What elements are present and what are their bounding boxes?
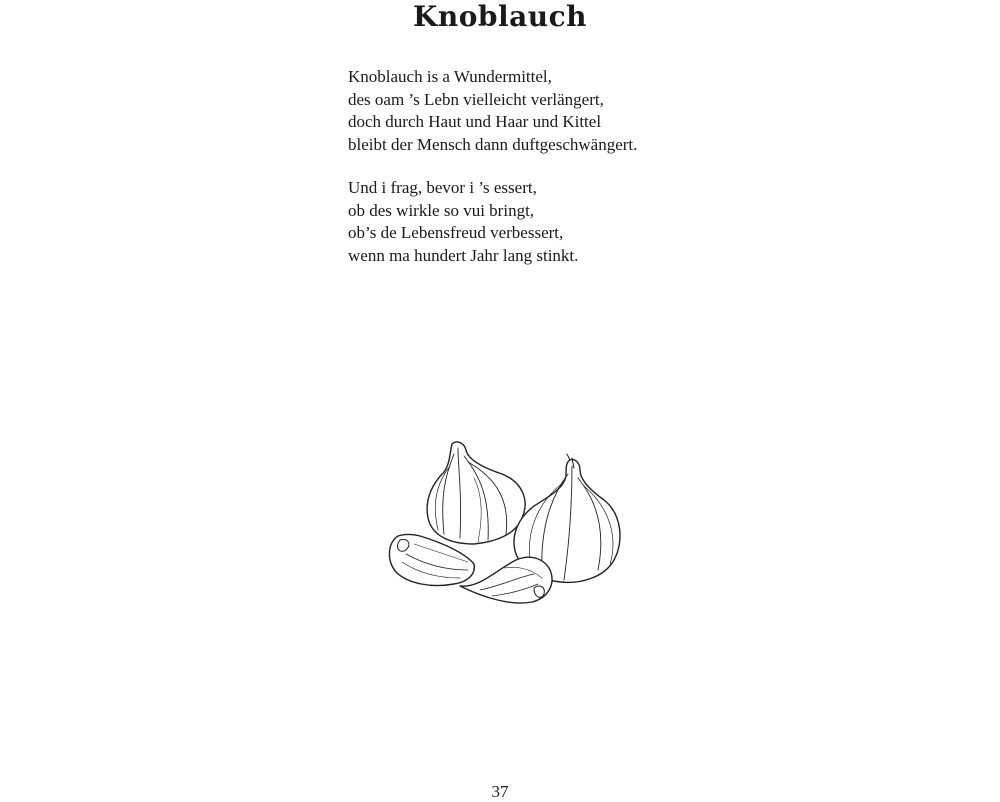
- poem-title: Knoblauch: [413, 0, 587, 33]
- poem-line: ob des wirkle so vui bringt,: [348, 200, 535, 220]
- poem-line: Und i frag, bevor i ’s essert,: [348, 178, 537, 197]
- poem-line: wenn ma hundert Jahr lang stinkt.: [348, 245, 579, 265]
- poem-line: Knoblauch is a Wundermittel,: [348, 67, 552, 86]
- poem-line: des oam ’s Lebn vielleicht verlängert,: [348, 89, 604, 109]
- page-number: 37: [491, 782, 509, 801]
- poem-line: bleibt der Mensch dann duftgeschwängert.: [348, 134, 638, 154]
- stanza-1: [348, 66, 748, 156]
- poem-line: doch durch Haut und Haar und Kittel: [348, 112, 602, 131]
- garlic-bulbs-illustration: [384, 438, 632, 610]
- poem-line: ob’s de Lebensfreud verbessert,: [348, 223, 564, 242]
- garlic-bulb-left: [427, 442, 525, 544]
- poem-body: [348, 66, 748, 288]
- stanza-2: [348, 177, 748, 267]
